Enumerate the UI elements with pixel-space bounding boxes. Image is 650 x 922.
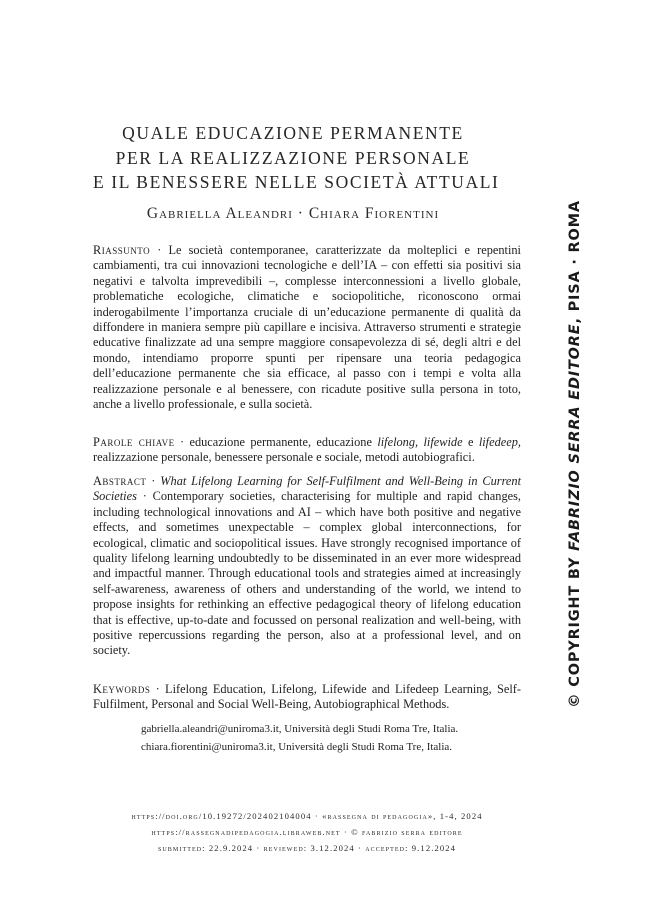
parole-chiave-text-b: e	[462, 435, 479, 449]
copyright-publisher: FABRIZIO SERRA EDITORE	[567, 323, 583, 551]
authors-line: Gabriella Aleandri · Chiara Fiorentini	[146, 205, 440, 222]
abstract-paragraph	[93, 474, 521, 659]
riassunto-label: Riassunto	[93, 243, 151, 257]
abstract-english-title: What Lifelong Learning for Self-Fulfilment and Well-Being in Current Societies	[93, 474, 521, 504]
title-line: PER LA REALIZZAZIONE PERSONALE	[115, 147, 471, 168]
copyright-suffix: , PISA · ROMA	[567, 200, 583, 324]
abstract-label: Abstract	[93, 474, 147, 488]
article-footer	[93, 808, 521, 856]
article-title	[93, 121, 500, 195]
parole-chiave-text-a: · educazione permanente, educazione	[174, 435, 378, 449]
title-line: E IL BENESSERE NELLE SOCIETÀ ATTUALI	[93, 172, 500, 192]
doi-line: https://doi.org/10.19272/202402104004 · «rassegna di pedagogia», 1-4, 2024	[131, 811, 483, 821]
abstract-text: · Contemporary societies, characterising for multiple and rapid changes, including technological innovations and AI – which have both positive and negative effects, and sometimes unexpectable – complex global interconnections, for ecological, climatic and sociopolitical issues. Have strongly recognised importance of quality lifelong learning undoubtedly to be disseminated in an ever more widespread and impactful manner. Through educational tools and strategies aimed at increasingly self-awareness, awareness of others and understanding of the world, we intend to propose insights for rethinking an effective pedagogical theory of lifelong education that is effective, up-to-date and focussed on personal realization and well-being, with positive repercussions regarding the person, also at a professional level, and on society.	[93, 489, 521, 658]
copyright-prefix: © COPYRIGHT BY	[567, 550, 583, 708]
keywords-paragraph	[93, 682, 521, 713]
copyright-vertical	[567, 200, 583, 708]
author-emails	[141, 720, 541, 756]
parole-chiave-text-c: realizzazione personale, benessere personale e sociale, metodi autobiografici.	[93, 450, 475, 465]
riassunto-paragraph	[93, 243, 521, 412]
parole-chiave-paragraph	[93, 435, 521, 466]
abstract-separator: ·	[146, 474, 161, 488]
keywords-label: Keywords	[93, 682, 151, 696]
riassunto-text: · Le società contemporanee, caratterizzate da molteplici e repentini cambiamenti, tra cui innovazioni tecnologiche e dell’IA – con effetti sia positivi sia negativi e talvolta imprevedibili –, complesse interconnessioni a livello globale, problematiche ecologiche, climatiche e sociopolitiche, riconoscono ormai inderogabilmente l’importanza cruciale di un’educazione permanente di qualità da diffondere in maniera sempre più capillare e incisiva. Attraverso strumenti e strategie educative finalizzate ad una sempre maggiore consapevolezza di sé, degli altri e del mondo, intendiamo proporre spunti per ripensare una teoria pedagogica dell’educazione permanente che sia efficace, al passo con i tempi e volta alla realizzazione personale e al benessere, con ricadute positive sulla persona in toto, anche a livello professionale, e sulla società.	[93, 243, 521, 412]
title-line: QUALE EDUCAZIONE PERMANENTE	[122, 123, 464, 143]
parole-chiave-italic: lifelong, lifewide	[377, 435, 463, 449]
dates-line: submitted: 22.9.2024 · reviewed: 3.12.2024 · accepted: 9.12.2024	[157, 843, 457, 853]
parole-chiave-italic-2: lifedeep,	[478, 435, 521, 449]
email-line: gabriella.aleandri@uniroma3.it, Università degli Studi Roma Tre, Italia.	[141, 723, 459, 735]
keywords-text: · Lifelong Education, Lifelong, Lifewide and Lifedeep Learning, Self-Fulfilment, Personal and Social Well-Being, Autobiographical Methods.	[93, 682, 521, 712]
parole-chiave-label: Parole chiave	[93, 435, 175, 449]
website-line: https://rassegnadipedagogia.libraweb.net · © fabrizio serra editore	[151, 827, 463, 837]
email-line: chiara.fiorentini@uniroma3.it, Università degli Studi Roma Tre, Italia.	[141, 741, 453, 753]
